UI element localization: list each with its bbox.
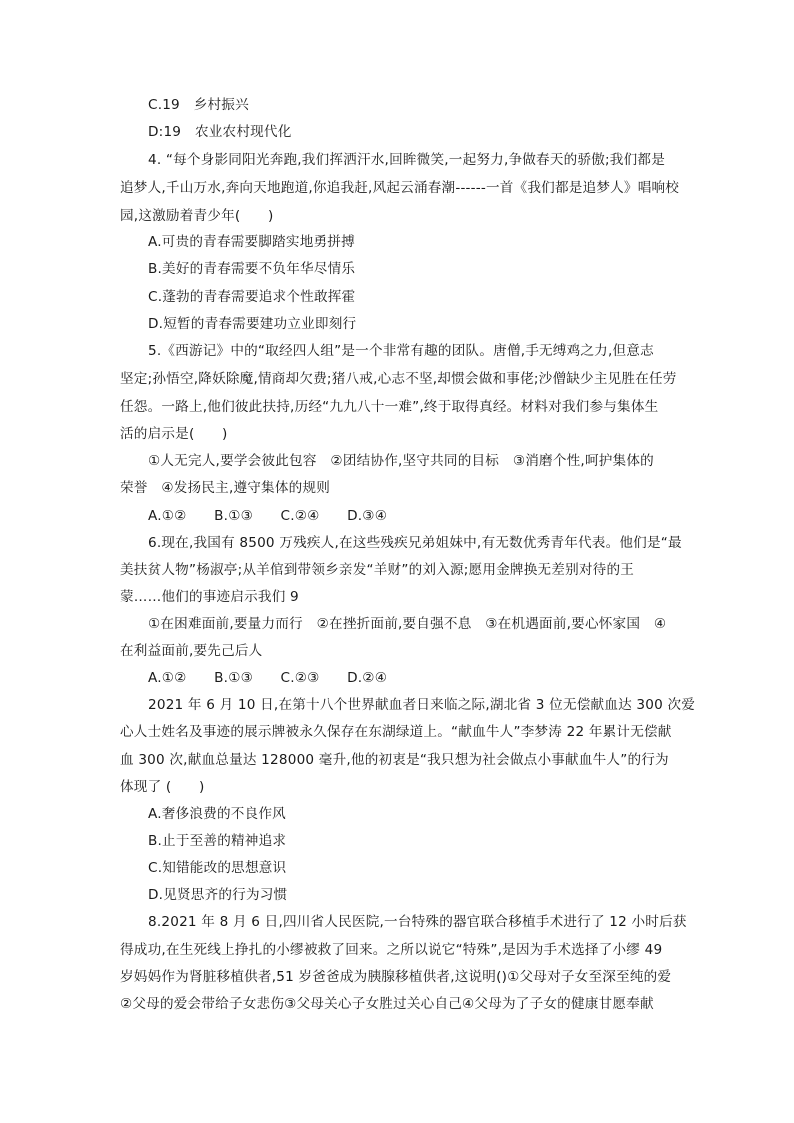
text-line: A.可贵的青春需要脚踏实地勇拼搏 — [148, 234, 355, 250]
text-line: 岁妈妈作为肾脏移植供者,51 岁爸爸成为胰腺移植供者,这说明()①父母对子女至深至纯的爱 — [120, 969, 672, 985]
text-line: D:19 农业农村现代化 — [148, 124, 292, 140]
text-line: 6.现在,我国有 8500 万残疾人,在这些残疾兄弟姐妹中,有无数优秀青年代表。他们是“最 — [148, 535, 682, 551]
text-line: 血 300 次,献血总量达 128000 毫升,他的初衷是“我只想为社会做点小事献血牛人”的行为 — [120, 752, 669, 768]
text-line: ①在困难面前,要量力而行 ②在挫折面前,要自强不息 ③在机遇面前,要心怀家国 ④ — [148, 616, 667, 632]
text-line: A.①② B.①③ C.②④ D.③④ — [148, 508, 388, 524]
text-line: A.奢侈浪费的不良作风 — [148, 806, 286, 822]
text-line: 追梦人,千山万水,奔向天地跑道,你追我赶,风起云涌春潮------一首《我们都是追梦人》唱响校 — [120, 180, 680, 196]
text-line: 2021 年 6 月 10 日,在第十八个世界献血者日来临之际,湖北省 3 位无偿献血达 300 次爱 — [148, 697, 696, 713]
text-line: 任怨。一路上,他们彼此扶持,历经“九九八十一难”,终于取得真经。材料对我们参与集体生 — [120, 399, 659, 415]
text-line: 得成功,在生死线上挣扎的小缪被救了回来。之所以说它“特殊”,是因为手术选择了小缪 49 — [120, 942, 663, 958]
text-line: 8.2021 年 8 月 6 日,四川省人民医院,一台特殊的器官联合移植手术进行了 12 小时后获 — [148, 914, 687, 930]
text-line: C.19 乡村振兴 — [148, 97, 249, 113]
text-line: B.止于至善的精神追求 — [148, 833, 287, 849]
text-line: D.短暂的青春需要建功立业即刻行 — [148, 316, 357, 332]
text-line: 坚定;孙悟空,降妖除魔,情商却欠费;猪八戒,心志不坚,却惯会做和事佬;沙僧缺少主见胜在任劳 — [120, 371, 677, 387]
text-line: 体现了 ( ) — [120, 779, 205, 795]
text-line: C.知错能改的思想意识 — [148, 860, 287, 876]
text-line: ②父母的爱会带给子女悲伤③父母关心子女胜过关心自己④父母为了子女的健康甘愿奉献 — [120, 996, 654, 1012]
text-line: 园,这激励着青少年( ) — [120, 208, 274, 224]
text-line: A.①② B.①③ C.②③ D.②④ — [148, 670, 388, 686]
text-line: D.见贤思齐的行为习惯 — [148, 887, 288, 903]
text-line: 4. “每个身影同阳光奔跑,我们挥洒汗水,回眸微笑,一起努力,争做春天的骄傲;我们都是 — [148, 152, 665, 168]
text-line: 心人士姓名及事迹的展示牌被永久保存在东湖绿道上。“献血牛人”李梦涛 22 年累计无偿献 — [120, 724, 672, 740]
text-line: 活的启示是( ) — [120, 426, 228, 442]
text-line: 蒙……他们的事迹启示我们 9 — [120, 589, 299, 605]
text-line: 美扶贫人物”杨淑亭;从羊倌到带领乡亲发“羊财”的刘入源;愿用金牌换无差别对待的王 — [120, 562, 635, 578]
text-line: 在利益面前,要先己后人 — [120, 643, 263, 659]
text-line: C.蓬勃的青春需要追求个性敢挥霍 — [148, 289, 356, 305]
text-line: B.美好的青春需要不负年华尽情乐 — [148, 261, 356, 277]
text-line: 荣誉 ④发扬民主,遵守集体的规则 — [120, 480, 331, 496]
text-line: ①人无完人,要学会彼此包容 ②团结协作,坚守共同的目标 ③消磨个性,呵护集体的 — [148, 453, 654, 469]
text-line: 5.《西游记》中的“取经四人组”是一个非常有趣的团队。唐僧,手无缚鸡之力,但意志 — [148, 343, 654, 359]
